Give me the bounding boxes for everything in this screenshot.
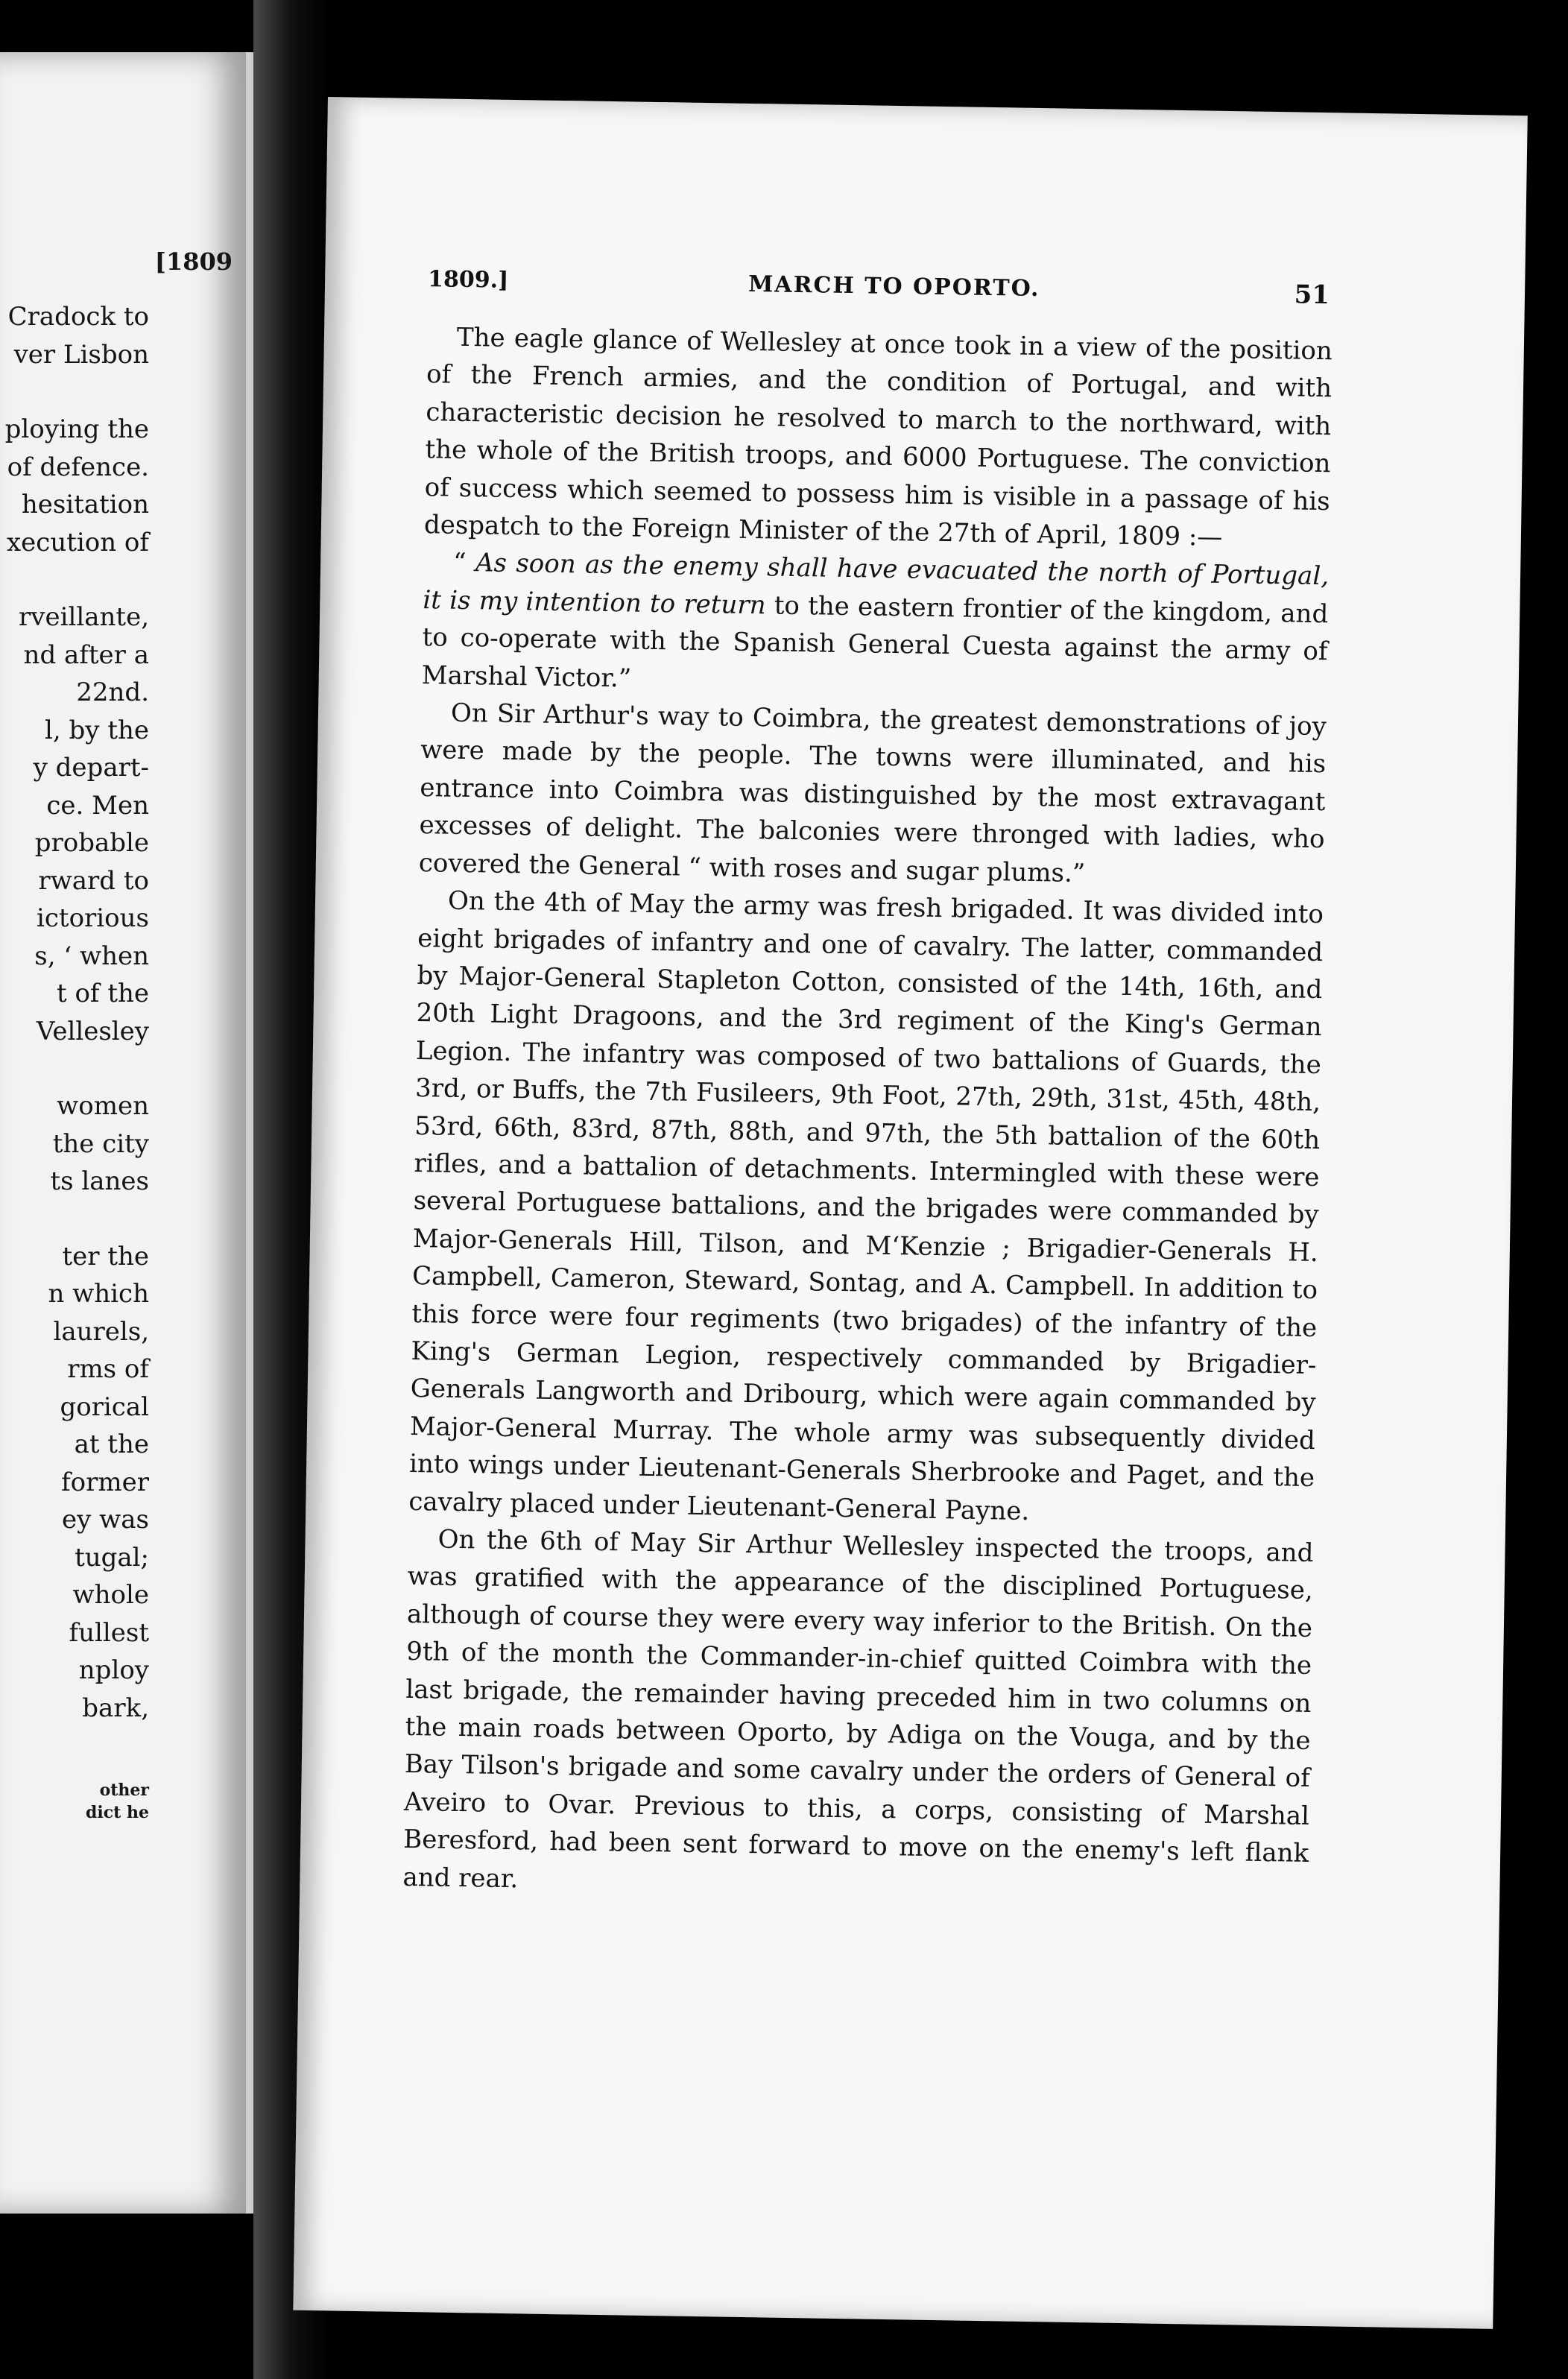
left-page-line: xecution of bbox=[6, 527, 149, 557]
left-page-line: ploying the bbox=[4, 414, 149, 444]
left-page-line: nploy bbox=[78, 1655, 149, 1685]
left-page-footnote: other bbox=[99, 1781, 149, 1800]
running-head-title: MARCH TO OPORTO. bbox=[747, 271, 1040, 303]
body-text bbox=[402, 318, 1333, 1910]
left-page-line: whole bbox=[72, 1580, 149, 1610]
left-page-line: Cradock to bbox=[7, 302, 149, 332]
left-page-line: women bbox=[57, 1091, 149, 1121]
left-page-line: ey was bbox=[62, 1505, 149, 1535]
quote-rest-text: to the eastern frontier of the kingdom, and to co-operate with the Spanish General Cuesta against the army of Marshal Victor.” bbox=[421, 590, 1329, 694]
left-page-line: fullest bbox=[69, 1617, 149, 1648]
paragraph-march-begins: On the 6th of May Sir Arthur Wellesley inspected the troops, and was gratified with the appearance of the disciplined Portuguese, although of course they were every way inferior to the British. On the 9th of the month the Commander-in-chief quitted Coimbra with the last brigade, the remainder having preceded him in two columns on the main roads between Oporto, by Adiga on the Vouga, and by the Bay Tilson's brigade and some cavalry under the orders of General of Aveiro to Ovar. Previous to this, a corps, consisting of Marshal Beresford, had been sent forward to move on the enemy's left flank and rear. bbox=[402, 1524, 1314, 1894]
left-page-line: nd after a bbox=[23, 639, 149, 670]
left-page-line bbox=[0, 373, 149, 411]
left-page-line: the city bbox=[52, 1128, 149, 1159]
left-page-line: laurels, bbox=[53, 1316, 149, 1347]
left-page-line: of defence. bbox=[7, 452, 149, 482]
left-page-line: rveillante, bbox=[19, 602, 149, 632]
paragraph-coimbra-welcome: On Sir Arthur's way to Coimbra, the greatest demonstrations of joy were made by the people. The towns were illuminated, and his entrance into Coimbra was distinguished by the most extravagant excesses of delight. The balconies were thronged with ladies, who covered the General “ with roses and sugar plums.” bbox=[418, 698, 1327, 888]
left-page-line: ts lanes bbox=[50, 1166, 149, 1196]
paragraph-wellesley-glance: The eagle glance of Wellesley at once took in a view of the position of the French armies, and the condition of Portugal, and with characteristic decision he resolved to march to the northward, with the whole of the British troops, and 6000 Portuguese. The conviction of success which seemed to possess him is visible in a passage of his despatch to the Foreign Minister of the 27th of April, 1809 :— bbox=[423, 322, 1333, 552]
left-page-line bbox=[0, 1201, 149, 1238]
left-page-line: probable bbox=[34, 828, 149, 858]
left-page-line: Vellesley bbox=[36, 1016, 149, 1046]
left-page-line: gorical bbox=[60, 1391, 149, 1422]
quote-italic-text: As soon as the enemy shall have evacuated the north of Portugal, it is my intention to return bbox=[423, 548, 1330, 621]
left-page-line: t of the bbox=[56, 979, 149, 1008]
page-number: 51 bbox=[1294, 279, 1330, 311]
left-page-line: ictorious bbox=[37, 903, 149, 933]
left-page-line bbox=[0, 561, 149, 598]
left-page-line: ter the bbox=[62, 1241, 149, 1271]
left-page-line: 22nd. bbox=[76, 677, 149, 707]
left-page-line: rward to bbox=[38, 865, 149, 896]
left-page-text bbox=[0, 298, 149, 1824]
left-page-line: ver Lisbon bbox=[13, 339, 149, 370]
paragraph-army-brigaded: On the 4th of May the army was fresh brigaded. It was divided into eight brigades of infantry and one of cavalry. The latter, commanded by Major-General Stapleton Cotton, consisted of the 14th, 16th, and 20th Light Dragoons, and the 3rd regiment of the King's German Legion. The infantry was composed of two battalions of Guards, the 3rd, or Buffs, the 7th Fusileers, 9th Foot, 27th, 29th, 31st, 45th, 48th, 53rd, 66th, 83rd, 87th, 88th, and 97th, the 5th battalion of the 60th rifles, and a battalion of detachments. Intermingled with these were several Portuguese battalions, and the brigades were commanded by Major-Generals Hill, Tilson, and M‘Kenzie ; Brigadier-Generals H. Campbell, Cameron, Steward, Sontag, and A. Campbell. In addition to this force were four regiments (two brigades) of the infantry of the King's German Legion, respectively commanded by Brigadier-Generals Langworth and Dribourg, which were again commanded by Major-General Murray. The whole army was subsequently divided into wings under Lieutenant-Generals Sherbrooke and Paget, and the cavalry placed under Lieutenant-General Payne. bbox=[408, 885, 1324, 1526]
left-page-line: s, ‘ when bbox=[34, 941, 149, 971]
left-page-line: ce. Men bbox=[46, 790, 149, 821]
left-page-footnote: dict he bbox=[86, 1803, 149, 1822]
left-page-line: at the bbox=[74, 1429, 149, 1459]
quote-open-mark: “ bbox=[452, 548, 476, 578]
running-head-year: 1809.] bbox=[427, 266, 509, 294]
left-page-line: former bbox=[61, 1467, 149, 1497]
previous-page-fragment bbox=[0, 52, 253, 2214]
main-page bbox=[293, 97, 1527, 2329]
left-page-line bbox=[0, 1050, 149, 1087]
left-page-line: n which bbox=[48, 1279, 149, 1309]
running-head bbox=[428, 266, 1330, 317]
left-page-line: rms of bbox=[67, 1354, 149, 1384]
paragraph-despatch-quote bbox=[421, 544, 1329, 709]
left-page-line: y depart- bbox=[33, 753, 149, 783]
left-page-spacer bbox=[0, 1727, 149, 1779]
left-page-line: hesitation bbox=[21, 490, 149, 519]
left-page-header: [1809 bbox=[154, 247, 233, 276]
left-page-line: bark, bbox=[82, 1693, 149, 1723]
left-page-line: tugal; bbox=[75, 1542, 149, 1573]
left-page-line: l, by the bbox=[45, 715, 149, 745]
